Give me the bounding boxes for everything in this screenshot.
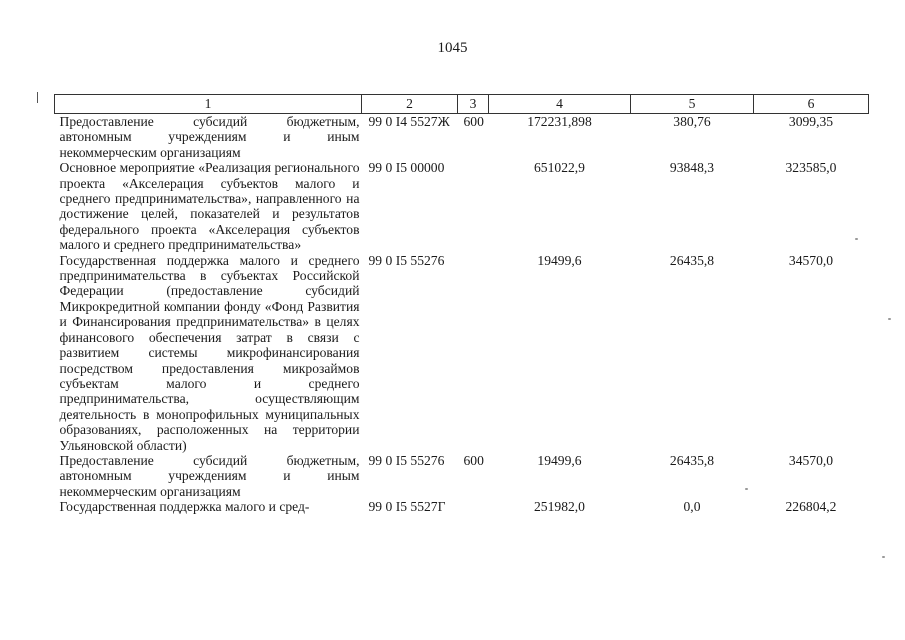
- row-value-col6: 3099,35: [788, 114, 834, 129]
- row-value-col5: 26435,8: [669, 252, 715, 268]
- header-col-2: 2: [362, 95, 458, 114]
- budget-table: [54, 94, 869, 515]
- row-expense-type: [458, 160, 489, 252]
- row-value-col5: 26435,8: [669, 452, 715, 468]
- header-col-3: 3: [458, 95, 489, 114]
- margin-mark: [37, 92, 38, 103]
- table-row: [55, 453, 869, 499]
- scan-speck: [882, 556, 885, 558]
- table-body: [55, 114, 869, 515]
- row-value-col4: 19499,6: [537, 252, 582, 268]
- header-col-5: 5: [631, 95, 754, 114]
- header-col-1: 1: [55, 95, 362, 114]
- row-value-col6: 34570,0: [788, 452, 834, 468]
- table-row: [55, 499, 869, 514]
- row-code: 99 0 I5 55276: [368, 452, 445, 468]
- row-value-col6: 323585,0: [785, 160, 837, 176]
- scan-speck: [855, 238, 858, 240]
- scan-speck: [888, 318, 891, 320]
- row-name: Государственная поддержка малого и среднего предпринимательства в субъектах Российской Федерации (предоставление субсидий Микрокредитной компании фонду «Фонд Развития и Финансирования предпринимательства» в целях финансового обеспечения затрат в связи с развитием системы микрофинансирования посредством предоставления микрозаймов субъектам малого и среднего предпринимательства, осуществляющим деятельность в монопрофильных муниципальных образованиях, расположенных на территории Ульяновской области): [59, 252, 360, 453]
- page-number: 1045: [437, 40, 468, 56]
- row-expense-type: 600: [463, 452, 484, 468]
- row-value-col4: 251982,0: [534, 499, 585, 515]
- row-name: Предоставление субсидий бюджетным, автономным учреждениям и иным некоммерческим организациям: [59, 452, 360, 499]
- row-name: Государственная поддержка малого и сред-: [59, 499, 310, 515]
- row-value-col6: 34570,0: [788, 252, 834, 268]
- row-code: 99 0 I5 5527Г: [368, 499, 446, 515]
- row-value-col5: 0,0: [683, 499, 701, 515]
- row-value-col4: 172231,898: [527, 114, 592, 129]
- row-expense-type: [458, 499, 489, 514]
- header-col-6: 6: [754, 95, 869, 114]
- row-value-col5: 93848,3: [669, 160, 715, 176]
- row-name: Предоставление субсидий бюджетным, автономным учреждениям и иным некоммерческим организациям: [59, 114, 360, 160]
- table-row: [55, 253, 869, 453]
- table-row: [55, 114, 869, 161]
- row-expense-type: 600: [463, 114, 484, 129]
- row-code: 99 0 I5 00000: [368, 160, 445, 176]
- row-value-col4: 651022,9: [534, 160, 585, 176]
- scan-speck: [745, 488, 748, 490]
- row-expense-type: [458, 253, 489, 453]
- row-value-col6: 226804,2: [785, 499, 837, 515]
- header-row: [55, 95, 869, 114]
- row-code: 99 0 I5 55276: [368, 252, 445, 268]
- header-col-4: 4: [489, 95, 631, 114]
- table-header: [55, 95, 869, 114]
- table-row: [55, 160, 869, 252]
- row-value-col5: 380,76: [673, 114, 711, 129]
- row-name: Основное мероприятие «Реализация регионального проекта «Акселерация субъектов малого и среднего предпринимательства», направленного на достижение целей, показателей и результатов федерального проекта «Акселерация субъектов малого и среднего предпринимательства»: [59, 160, 360, 253]
- row-code: 99 0 I4 5527Ж: [368, 114, 450, 129]
- row-value-col4: 19499,6: [537, 452, 582, 468]
